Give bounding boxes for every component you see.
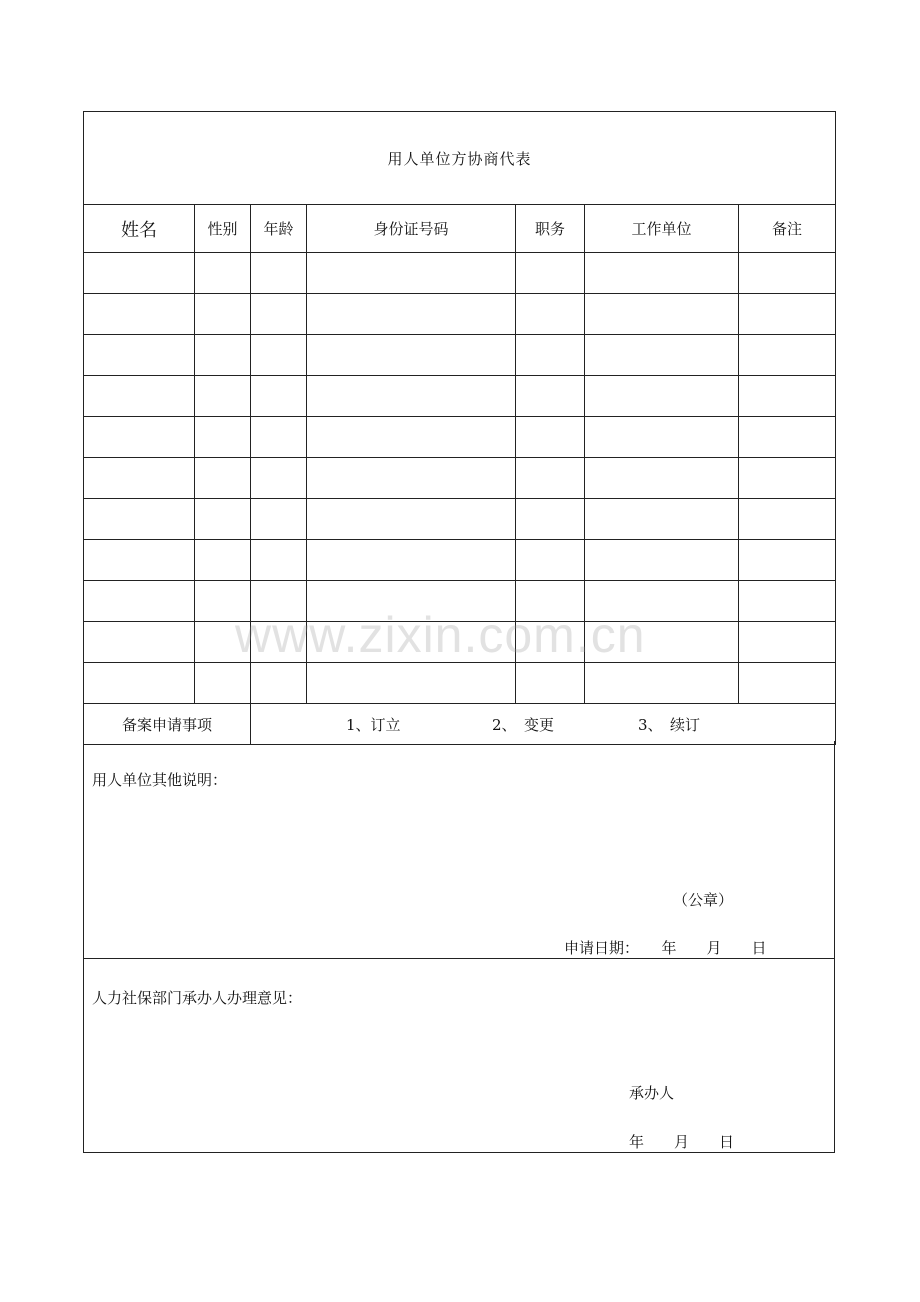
table-cell[interactable] <box>516 581 585 622</box>
table-cell[interactable] <box>516 458 585 499</box>
table-cell[interactable] <box>516 417 585 458</box>
table-row <box>84 458 836 499</box>
table-cell[interactable] <box>585 663 739 704</box>
table-cell[interactable] <box>739 253 836 294</box>
table-cell[interactable] <box>516 253 585 294</box>
table-cell[interactable] <box>251 294 307 335</box>
table-row <box>84 376 836 417</box>
table-cell[interactable] <box>195 540 251 581</box>
table-cell[interactable] <box>84 417 195 458</box>
table-row <box>84 581 836 622</box>
filing-form <box>83 111 835 1153</box>
table-cell[interactable] <box>307 458 516 499</box>
table-row <box>84 294 836 335</box>
table-cell[interactable] <box>516 499 585 540</box>
table-cell[interactable] <box>307 499 516 540</box>
table-row <box>84 540 836 581</box>
department-opinion-label: 人力社保部门承办人办理意见： <box>92 989 303 1007</box>
table-cell[interactable] <box>307 581 516 622</box>
table-cell[interactable] <box>195 499 251 540</box>
table-cell[interactable] <box>739 294 836 335</box>
table-cell[interactable] <box>307 376 516 417</box>
column-header: 职务 <box>516 205 585 253</box>
table-cell[interactable] <box>739 499 836 540</box>
table-cell[interactable] <box>516 622 585 663</box>
table-cell[interactable] <box>585 622 739 663</box>
table-cell[interactable] <box>739 581 836 622</box>
column-header: 姓名 <box>84 205 195 253</box>
table-cell[interactable] <box>251 540 307 581</box>
table-cell[interactable] <box>84 458 195 499</box>
table-cell[interactable] <box>585 253 739 294</box>
table-cell[interactable] <box>307 540 516 581</box>
table-row <box>84 417 836 458</box>
table-cell[interactable] <box>251 581 307 622</box>
table-cell[interactable] <box>195 458 251 499</box>
employer-note-label: 用人单位其他说明： <box>92 771 228 789</box>
table-cell[interactable] <box>84 376 195 417</box>
table-cell[interactable] <box>251 663 307 704</box>
table-cell[interactable] <box>195 581 251 622</box>
table-cell[interactable] <box>739 335 836 376</box>
table-row <box>84 622 836 663</box>
table-cell[interactable] <box>307 294 516 335</box>
table-cell[interactable] <box>739 458 836 499</box>
apply-option-1[interactable]: 1、订立 <box>346 715 401 734</box>
table-cell[interactable] <box>251 253 307 294</box>
column-header: 备注 <box>739 205 836 253</box>
table-cell[interactable] <box>585 499 739 540</box>
apply-matters-label: 备案申请事项 <box>84 704 251 745</box>
table-cell[interactable] <box>307 417 516 458</box>
watermark: www.zixin.com.cn <box>235 607 646 663</box>
official-seal-label: （公章） <box>673 891 734 909</box>
table-cell[interactable] <box>307 622 516 663</box>
apply-option-2[interactable]: 2、 变更 <box>492 715 555 734</box>
department-opinion-section <box>83 959 835 1153</box>
column-header: 年龄 <box>251 205 307 253</box>
table-cell[interactable] <box>739 376 836 417</box>
table-cell[interactable] <box>516 294 585 335</box>
table-cell[interactable] <box>251 335 307 376</box>
table-cell[interactable] <box>251 499 307 540</box>
table-cell[interactable] <box>84 622 195 663</box>
table-row <box>84 663 836 704</box>
table-cell[interactable] <box>251 417 307 458</box>
table-row <box>84 335 836 376</box>
table-cell[interactable] <box>251 376 307 417</box>
table-row <box>84 253 836 294</box>
table-cell[interactable] <box>195 294 251 335</box>
table-cell[interactable] <box>84 663 195 704</box>
table-cell[interactable] <box>195 417 251 458</box>
apply-matters-row <box>84 704 836 745</box>
table-cell[interactable] <box>84 335 195 376</box>
table-cell[interactable] <box>84 581 195 622</box>
table-cell[interactable] <box>195 335 251 376</box>
representative-table <box>83 111 836 745</box>
table-cell[interactable] <box>739 622 836 663</box>
apply-date-line: 申请日期： 年 月 日 <box>564 939 767 957</box>
employer-note-section <box>83 741 835 959</box>
apply-options-cell <box>251 704 836 745</box>
table-cell[interactable] <box>585 294 739 335</box>
table-cell[interactable] <box>195 376 251 417</box>
table-cell[interactable] <box>251 458 307 499</box>
table-cell[interactable] <box>84 294 195 335</box>
apply-option-3[interactable]: 3、 续订 <box>638 715 701 734</box>
table-cell[interactable] <box>84 253 195 294</box>
form-title: 用人单位方协商代表 <box>84 112 836 205</box>
table-cell[interactable] <box>307 335 516 376</box>
table-cell[interactable] <box>516 335 585 376</box>
table-cell[interactable] <box>84 499 195 540</box>
table-cell[interactable] <box>307 663 516 704</box>
table-cell[interactable] <box>585 417 739 458</box>
table-cell[interactable] <box>585 581 739 622</box>
table-cell[interactable] <box>195 663 251 704</box>
table-cell[interactable] <box>516 663 585 704</box>
table-cell[interactable] <box>739 540 836 581</box>
table-cell[interactable] <box>739 417 836 458</box>
table-cell[interactable] <box>307 253 516 294</box>
column-header: 工作单位 <box>585 205 739 253</box>
column-header: 性别 <box>195 205 251 253</box>
column-header: 身份证号码 <box>307 205 516 253</box>
table-cell[interactable] <box>516 376 585 417</box>
handler-label: 承办人 <box>629 1084 675 1102</box>
handle-date-line: 年 月 日 <box>629 1133 735 1151</box>
table-cell[interactable] <box>516 540 585 581</box>
table-cell[interactable] <box>585 376 739 417</box>
table-cell[interactable] <box>195 253 251 294</box>
table-cell[interactable] <box>585 458 739 499</box>
table-cell[interactable] <box>585 540 739 581</box>
table-cell[interactable] <box>195 622 251 663</box>
table-cell[interactable] <box>585 335 739 376</box>
table-row <box>84 499 836 540</box>
table-cell[interactable] <box>251 622 307 663</box>
header-row <box>84 205 836 253</box>
table-cell[interactable] <box>739 663 836 704</box>
table-cell[interactable] <box>84 540 195 581</box>
